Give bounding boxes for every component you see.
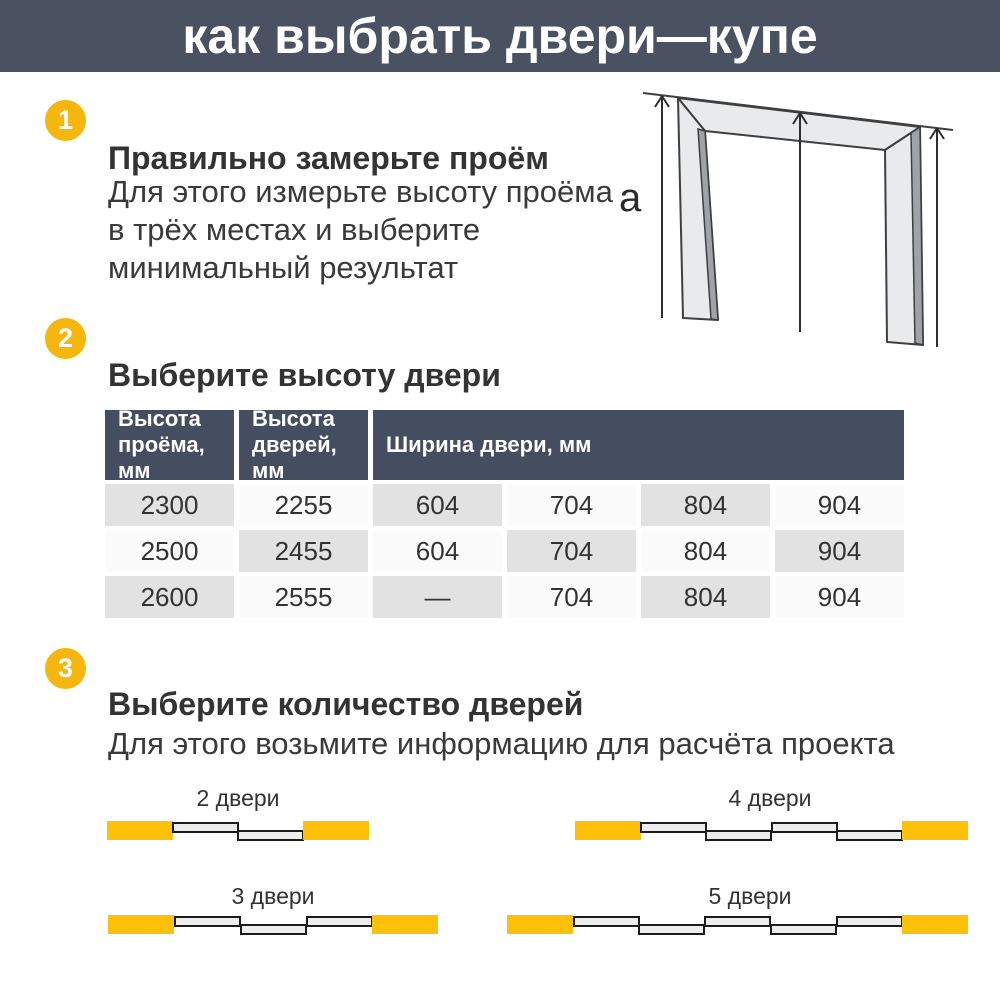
table-cell: 804 (641, 484, 770, 526)
table-cell: 904 (775, 530, 904, 572)
step-3-body-line: Для этого возьмите информацию для расчёта проекта (108, 726, 895, 761)
step-3-title: Выберите количество дверей (108, 686, 584, 722)
table-cell: — (373, 576, 502, 618)
step-1-number: 1 (57, 105, 74, 135)
step-3-badge (45, 648, 86, 689)
door-panel (770, 924, 837, 935)
step-1-badge (45, 100, 86, 141)
measure-arrow-right (930, 128, 944, 347)
wall-block (108, 915, 174, 934)
col-header-opening-height: Высота проёма, мм (105, 410, 234, 480)
door-size-table (105, 406, 913, 618)
diagram-4-doors-label: 4 двери (728, 785, 812, 811)
step-2-number: 2 (57, 323, 74, 353)
door-panel (237, 830, 304, 841)
table-cell: 604 (373, 484, 502, 526)
measure-arrow-middle (793, 113, 807, 332)
wall-block (303, 821, 369, 840)
diagram-3-doors (108, 915, 438, 937)
wall-block (507, 915, 573, 934)
door-panel (705, 830, 772, 841)
page-header (0, 0, 1000, 72)
step-1-title: Правильно замерьте проём (108, 140, 549, 176)
door-panel (771, 822, 838, 833)
step-2-title: Выберите высоту двери (108, 357, 501, 393)
door-panel (836, 916, 903, 927)
table-cell: 904 (775, 576, 904, 618)
diagram-3-doors-label: 3 двери (231, 883, 315, 909)
measure-label-a: a (619, 176, 642, 220)
table-cell: 704 (507, 530, 636, 572)
table-cell: 2600 (105, 576, 234, 618)
table-cell: 2255 (239, 484, 368, 526)
table-cell: 804 (641, 530, 770, 572)
diagram-5-doors (507, 915, 968, 937)
wall-block (107, 821, 173, 840)
door-panel (704, 916, 771, 927)
diagram-2-doors-label: 2 двери (196, 785, 280, 811)
door-panel (573, 916, 640, 927)
door-panel (640, 822, 707, 833)
wall-block (372, 915, 438, 934)
table-cell: 2500 (105, 530, 234, 572)
door-panel (174, 916, 241, 927)
diagram-4-doors (575, 821, 968, 843)
door-panel (306, 916, 373, 927)
table-cell: 2555 (239, 576, 368, 618)
door-panel (172, 822, 239, 833)
doorway-illustration (615, 85, 995, 355)
diagram-5-doors-label: 5 двери (708, 883, 792, 909)
step-3-number: 3 (57, 653, 74, 683)
table-cell: 604 (373, 530, 502, 572)
step-1-body-line: минимальный результат (108, 250, 459, 285)
wall-block (902, 915, 968, 934)
page-title: как выбрать двери—купе (182, 8, 818, 64)
step-1-body-line: в трёх местах и выберите (108, 212, 481, 247)
diagram-2-doors (107, 821, 369, 843)
wall-block (575, 821, 641, 840)
table-cell: 704 (507, 576, 636, 618)
table-cell: 2455 (239, 530, 368, 572)
step-1-body-line: Для этого измерьте высоту проёма (108, 174, 613, 209)
table-cell: 2300 (105, 484, 234, 526)
measure-arrow-left (655, 96, 669, 318)
table-cell: 904 (775, 484, 904, 526)
step-1-body (108, 173, 613, 287)
door-panel (240, 924, 307, 935)
step-2-badge (45, 318, 86, 359)
door-panel (836, 830, 903, 841)
table-cell: 804 (641, 576, 770, 618)
col-header-door-height: Высота дверей, мм (239, 410, 368, 480)
table-cell: 704 (507, 484, 636, 526)
door-panel (638, 924, 705, 935)
col-header-door-width: Ширина двери, мм (373, 410, 904, 480)
wall-block (902, 821, 968, 840)
step-3-body (108, 725, 895, 763)
